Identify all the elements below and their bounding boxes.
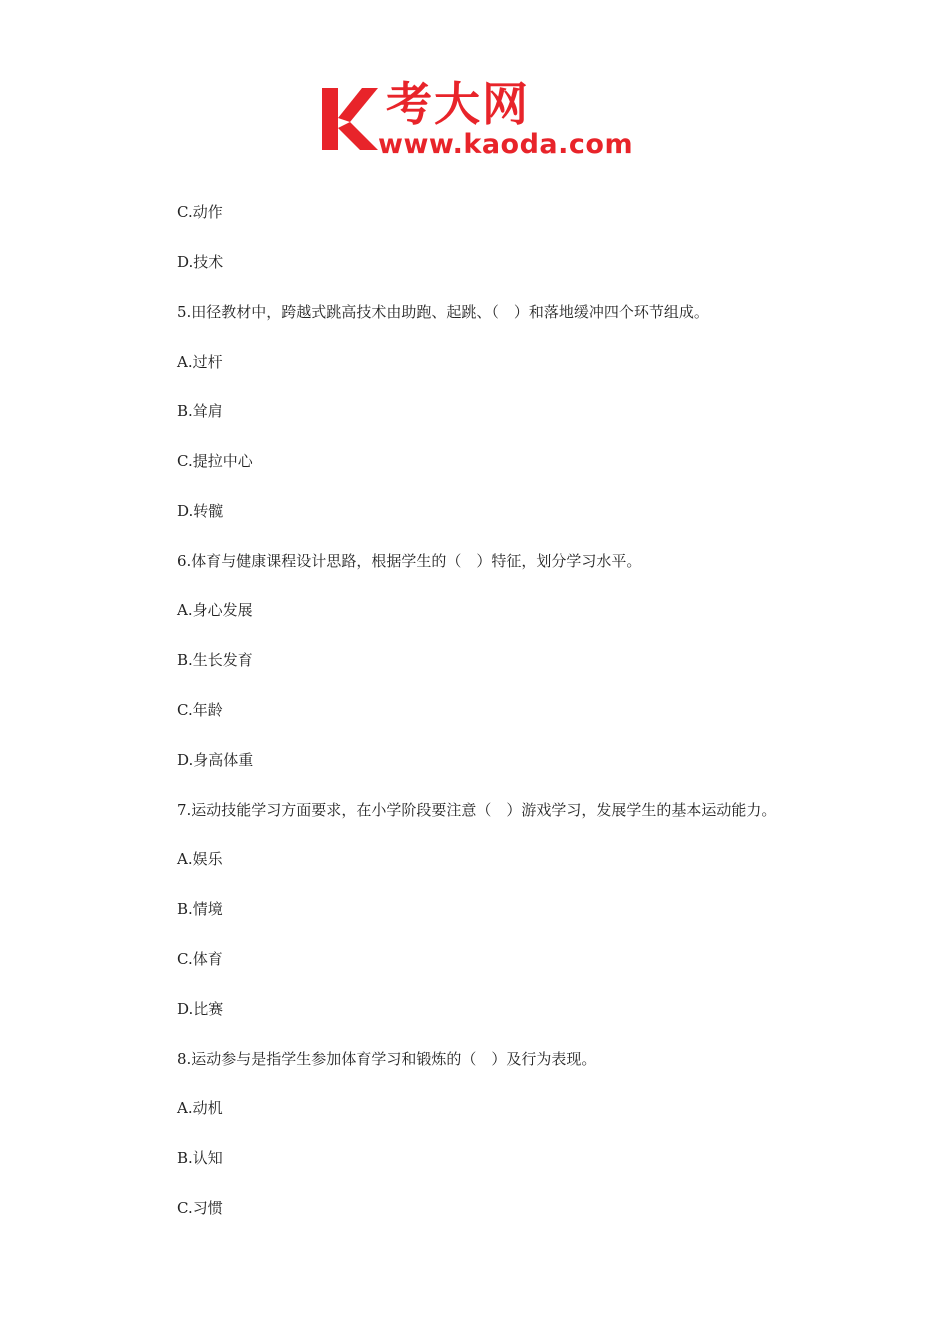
option-line: B.认知 xyxy=(177,1149,223,1167)
site-logo[interactable] xyxy=(320,77,640,162)
option-line: D.比赛 xyxy=(177,1000,224,1018)
option-line: B.耸肩 xyxy=(177,402,223,420)
option-line: A.身心发展 xyxy=(177,601,253,619)
option-line: C.年龄 xyxy=(177,701,223,719)
option-line: B.生长发育 xyxy=(177,651,253,669)
option-line: A.娱乐 xyxy=(177,850,223,868)
option-line: B.情境 xyxy=(177,900,223,918)
question-line: 7.运动技能学习方面要求，在小学阶段要注意（ ）游戏学习，发展学生的基本运动能力。 xyxy=(177,801,777,819)
option-line: A.动机 xyxy=(177,1099,223,1117)
option-line: C.动作 xyxy=(177,203,223,221)
question-line: 5.田径教材中，跨越式跳高技术由助跑、起跳、（ ）和落地缓冲四个环节组成。 xyxy=(177,303,709,321)
k-logo-icon xyxy=(320,84,384,154)
logo-url: www.kaoda.com xyxy=(378,129,634,160)
question-line: 6.体育与健康课程设计思路，根据学生的（ ）特征，划分学习水平。 xyxy=(177,552,642,570)
option-line: D.转髋 xyxy=(177,502,224,520)
option-line: D.身高体重 xyxy=(177,751,254,769)
logo-brand-name: 考大网 xyxy=(386,77,530,131)
question-line: 8.运动参与是指学生参加体育学习和锻炼的（ ）及行为表现。 xyxy=(177,1050,597,1068)
option-line: C.习惯 xyxy=(177,1199,223,1217)
option-line: C.提拉中心 xyxy=(177,452,253,470)
option-line: D.技术 xyxy=(177,253,224,271)
option-line: A.过杆 xyxy=(177,353,223,371)
option-line: C.体育 xyxy=(177,950,223,968)
